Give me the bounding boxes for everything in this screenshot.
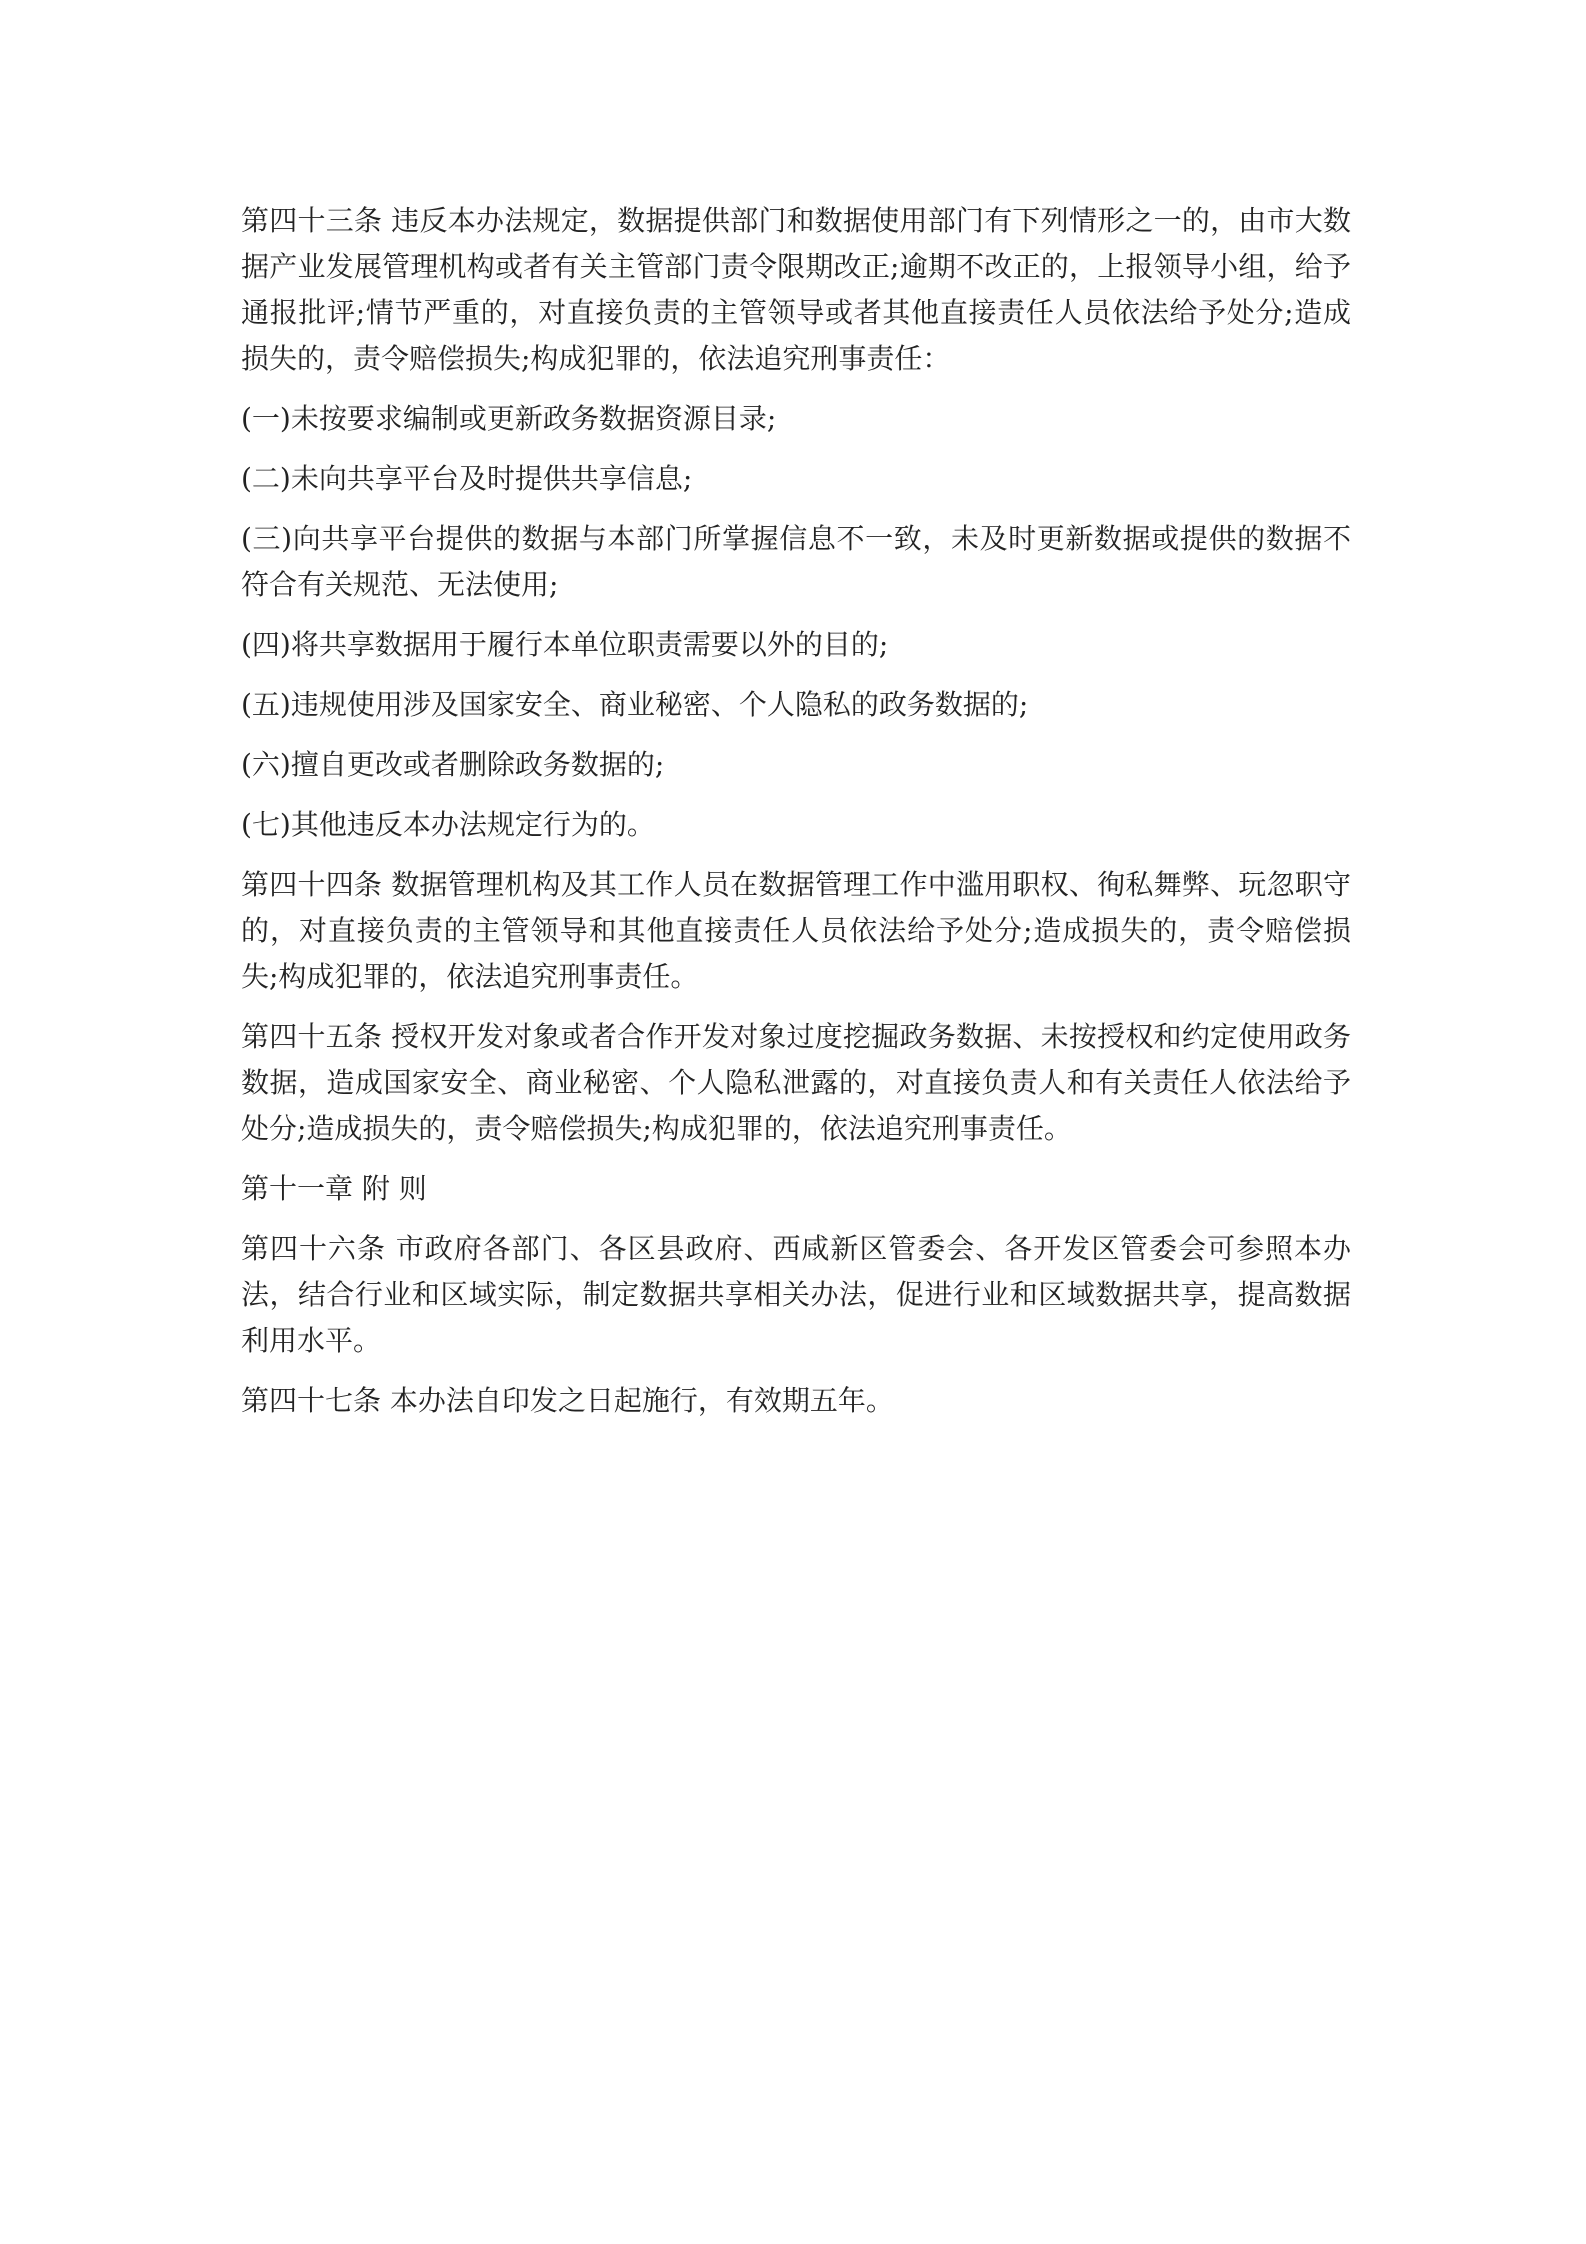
article-43-item-1: (一)未按要求编制或更新政务数据资源目录; [241, 402, 777, 435]
article-44-paragraph: 第四十四条 数据管理机构及其工作人员在数据管理工作中滥用职权、徇私舞弊、玩忽职守的，对直接负责的主管领导和其他直接责任人员依法给予处分;造成损失的，责令赔偿损失;构成犯罪的，依法追究刑事责任。 [241, 868, 1351, 993]
article-43-item-2: (二)未向共享平台及时提供共享信息; [241, 462, 693, 495]
chapter-11-heading: 第十一章 附 则 [241, 1172, 427, 1205]
article-46-paragraph: 第四十六条 市政府各部门、各区县政府、西咸新区管委会、各开发区管委会可参照本办法，结合行业和区域实际，制定数据共享相关办法，促进行业和区域数据共享，提高数据利用水平。 [241, 1232, 1351, 1357]
article-43-paragraph: 第四十三条 违反本办法规定，数据提供部门和数据使用部门有下列情形之一的，由市大数据产业发展管理机构或者有关主管部门责令限期改正;逾期不改正的，上报领导小组，给予通报批评;情节严重的，对直接负责的主管领导或者其他直接责任人员依法给予处分;造成损失的，责令赔偿损失;构成犯罪的，依法追究刑事责任： [241, 204, 1351, 375]
article-45-paragraph: 第四十五条 授权开发对象或者合作开发对象过度挖掘政务数据、未按授权和约定使用政务数据，造成国家安全、商业秘密、个人隐私泄露的，对直接负责人和有关责任人依法给予处分;造成损失的，责令赔偿损失;构成犯罪的，依法追究刑事责任。 [241, 1020, 1351, 1145]
article-43-item-3: (三)向共享平台提供的数据与本部门所掌握信息不一致，未及时更新数据或提供的数据不符合有关规范、无法使用; [241, 522, 1351, 601]
article-43-item-7: (七)其他违反本办法规定行为的。 [241, 808, 655, 841]
article-43-item-4: (四)将共享数据用于履行本单位职责需要以外的目的; [241, 628, 889, 661]
article-47-paragraph: 第四十七条 本办法自印发之日起施行，有效期五年。 [241, 1384, 894, 1417]
article-43-item-6: (六)擅自更改或者删除政务数据的; [241, 748, 665, 781]
document-body [241, 198, 1351, 1438]
article-43-item-5: (五)违规使用涉及国家安全、商业秘密、个人隐私的政务数据的; [241, 688, 1029, 721]
